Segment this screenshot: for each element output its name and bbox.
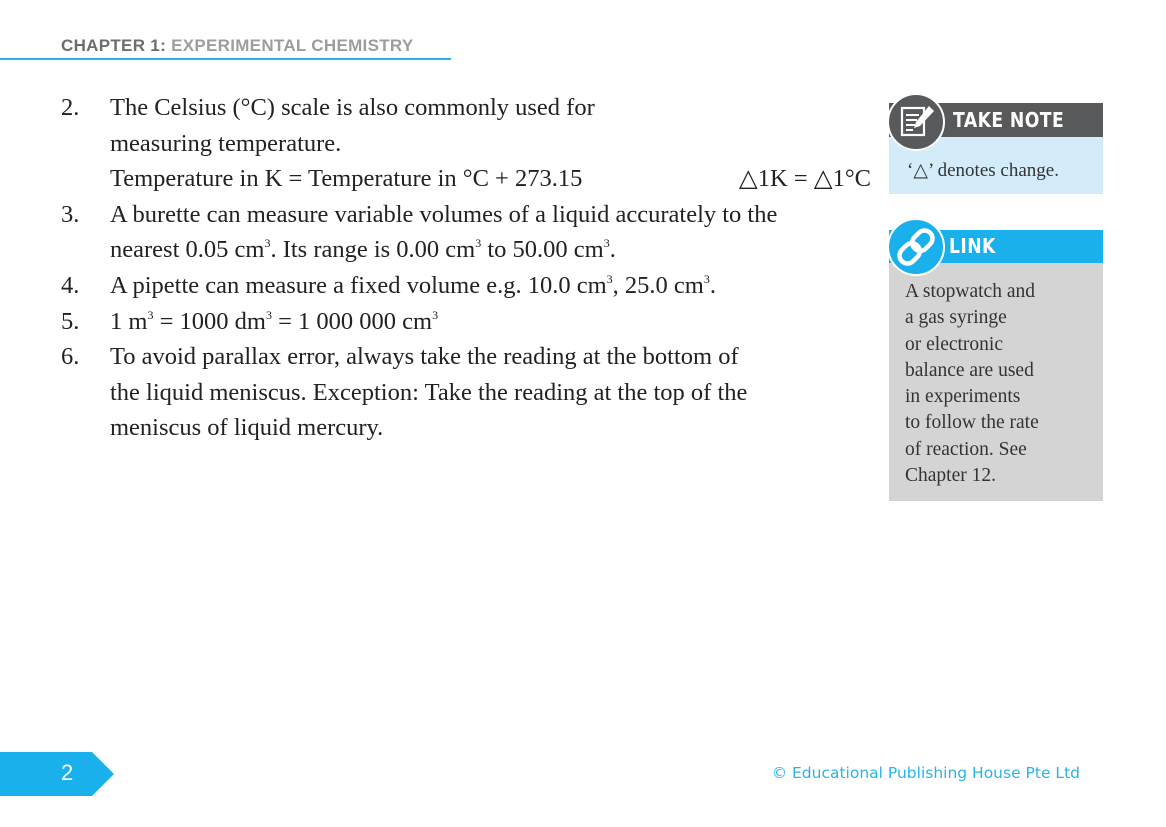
notes-list	[61, 90, 871, 446]
item-text-line: To avoid parallax error, always take the reading at the bottom of	[110, 343, 739, 371]
text-run: .	[709, 271, 716, 299]
superscript: 3	[265, 307, 272, 322]
superscript: 3	[432, 307, 439, 322]
delta-equation: △1K = △1°C	[738, 165, 871, 193]
take-note-box	[889, 103, 1103, 194]
link-box	[889, 230, 1103, 501]
superscript: 3	[475, 236, 482, 251]
list-item-4	[61, 268, 871, 304]
list-item-2	[61, 90, 871, 197]
list-item-5	[61, 304, 871, 340]
list-item-6	[61, 339, 871, 446]
superscript: 3	[147, 307, 154, 322]
link-title: LINK	[949, 234, 996, 258]
temperature-equation: Temperature in K = Temperature in °C + 273.15	[110, 165, 583, 193]
superscript: 3	[606, 271, 613, 286]
superscript: 3	[603, 236, 610, 251]
item-number: 2.	[61, 94, 80, 121]
link-text-line: or electronic	[905, 333, 1003, 355]
take-note-text: ‘△’ denotes change.	[907, 160, 1059, 181]
item-text-line: A burette can measure variable volumes of a liquid accurately to the	[110, 200, 778, 228]
chapter-header	[61, 36, 413, 56]
link-text-line: a gas syringe	[905, 307, 1007, 329]
text-run: nearest 0.05 cm	[110, 236, 265, 264]
text-run: . Its range is 0.00 cm	[270, 236, 476, 264]
link-text-line: A stopwatch and	[905, 281, 1035, 302]
publisher-credit: © Educational Publishing House Pte Ltd	[771, 764, 1080, 782]
superscript: 3	[703, 271, 710, 286]
item-text-line: The Celsius (°C) scale is also commonly used for	[110, 94, 595, 121]
link-text	[905, 279, 1095, 489]
item-text-line	[110, 304, 871, 340]
item-number: 5.	[61, 307, 80, 335]
page-number: 2	[61, 760, 74, 785]
temperature-equation-line	[110, 161, 871, 197]
text-run: to 50.00 cm	[481, 236, 604, 264]
item-number: 3.	[61, 200, 80, 228]
text-run: = 1 000 000 cm	[271, 307, 433, 335]
link-text-line: of reaction. See	[905, 438, 1027, 460]
item-text-line	[110, 268, 871, 304]
text-run: A pipette can measure a fixed volume e.g. 10.0 cm	[110, 271, 607, 299]
item-text-line: measuring temperature.	[110, 129, 342, 157]
chapter-colon: :	[160, 36, 167, 55]
header-rule	[0, 58, 451, 60]
chain-link-icon	[887, 218, 945, 276]
item-number: 6.	[61, 343, 80, 371]
page-number-tab	[0, 752, 114, 796]
item-text-line: the liquid meniscus. Exception: Take the reading at the top of the	[110, 378, 748, 406]
chapter-label: CHAPTER 1	[61, 36, 161, 55]
chapter-title: EXPERIMENTAL CHEMISTRY	[171, 36, 414, 55]
text-run: , 25.0 cm	[612, 271, 704, 299]
superscript: 3	[264, 236, 271, 251]
item-text-line	[110, 232, 871, 268]
take-note-title: TAKE NOTE	[953, 108, 1065, 132]
link-text-line: balance are used	[905, 359, 1034, 381]
list-item-3	[61, 197, 871, 268]
item-number: 4.	[61, 271, 80, 299]
text-run: = 1000 dm	[153, 307, 266, 335]
link-text-line: to follow the rate	[905, 412, 1039, 434]
text-run: .	[609, 236, 616, 264]
item-text-line: meniscus of liquid mercury.	[110, 414, 384, 442]
link-text-line: Chapter 12.	[905, 465, 996, 487]
link-text-line: in experiments	[905, 386, 1021, 408]
text-run: 1 m	[110, 307, 148, 335]
note-pencil-icon	[887, 93, 945, 151]
